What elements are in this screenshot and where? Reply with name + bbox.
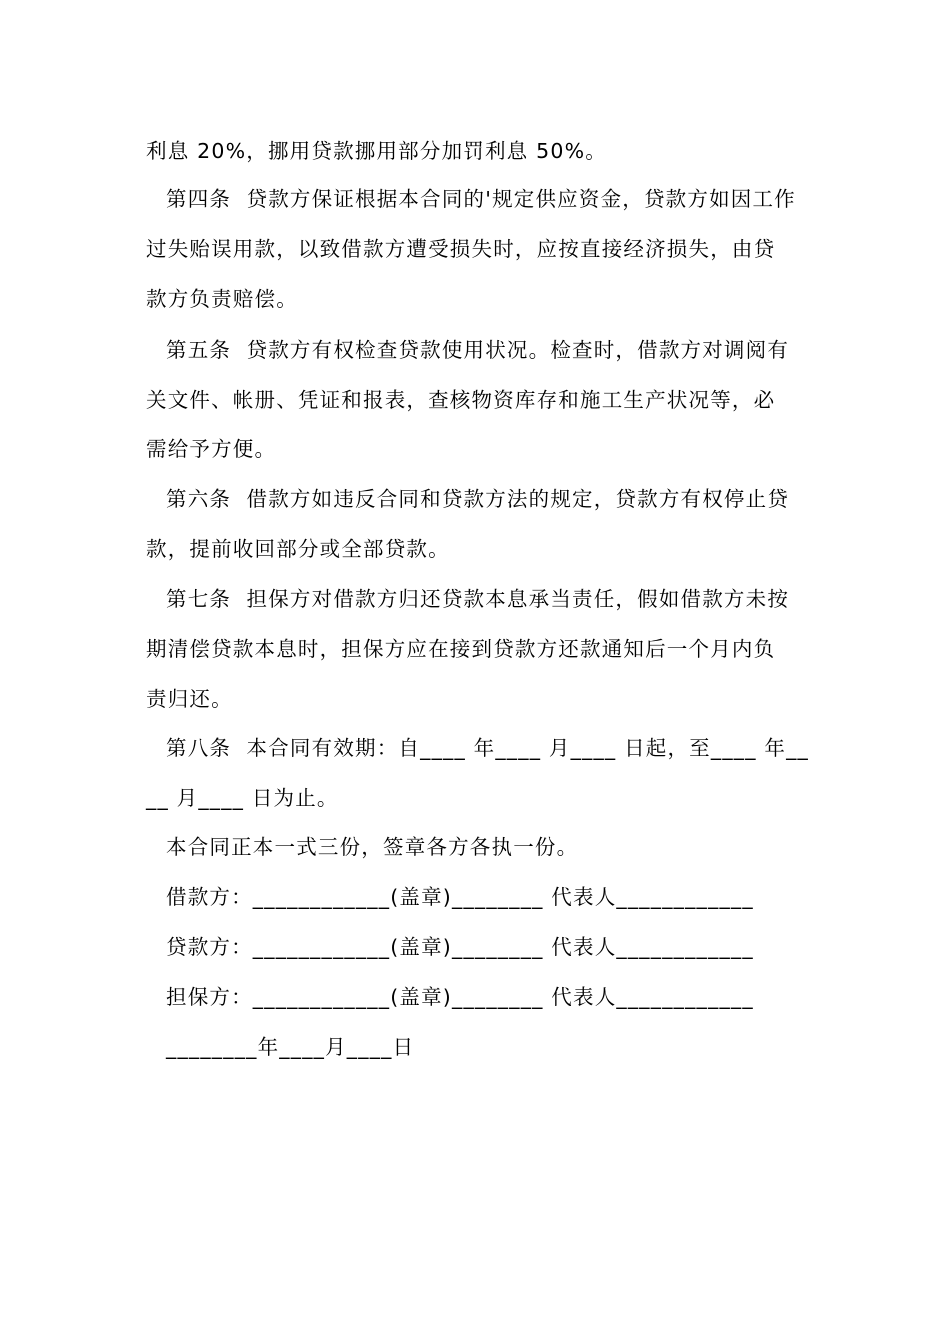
article-5-line-1: 第五条 贷款方有权检查贷款使用状况。检查时，借款方对调阅有 bbox=[166, 338, 790, 362]
signature-lender: 贷款方：____________(盖章)________ 代表人____________ bbox=[166, 935, 754, 959]
article-7-line-1: 第七条 担保方对借款方归还贷款本息承当责任，假如借款方未按 bbox=[166, 587, 790, 611]
article-7-line-3: 责归还。 bbox=[146, 687, 233, 711]
text-line: 利息 20%，挪用贷款挪用部分加罚利息 50%。 bbox=[146, 139, 607, 163]
copies-clause: 本合同正本一式三份，签章各方各执一份。 bbox=[166, 835, 579, 859]
signature-borrower: 借款方：____________(盖章)________ 代表人____________ bbox=[166, 885, 754, 909]
article-8-line-2: __ 月____ 日为止。 bbox=[146, 786, 339, 810]
article-4-line-3: 款方负责赔偿。 bbox=[146, 287, 298, 311]
article-4-line-2: 过失贻误用款，以致借款方遭受损失时，应按直接经济损失，由贷 bbox=[146, 237, 776, 261]
article-5-line-2: 关文件、帐册、凭证和报表，查核物资库存和施工生产状况等，必 bbox=[146, 388, 776, 412]
article-6-line-2: 款，提前收回部分或全部贷款。 bbox=[146, 537, 450, 561]
article-5-line-3: 需给予方便。 bbox=[146, 437, 277, 461]
article-7-line-2: 期清偿贷款本息时，担保方应在接到贷款方还款通知后一个月内负 bbox=[146, 637, 776, 661]
article-4-line-1: 第四条 贷款方保证根据本合同的'规定供应资金，贷款方如因工作 bbox=[166, 187, 796, 211]
signature-guarantor: 担保方：____________(盖章)________ 代表人____________ bbox=[166, 985, 754, 1009]
article-6-line-1: 第六条 借款方如违反合同和贷款方法的规定，贷款方有权停止贷 bbox=[166, 487, 790, 511]
date-line: ________年____月____日 bbox=[166, 1035, 415, 1059]
article-8-line-1: 第八条 本合同有效期：自____ 年____ 月____ 日起，至____ 年__ bbox=[166, 736, 809, 760]
